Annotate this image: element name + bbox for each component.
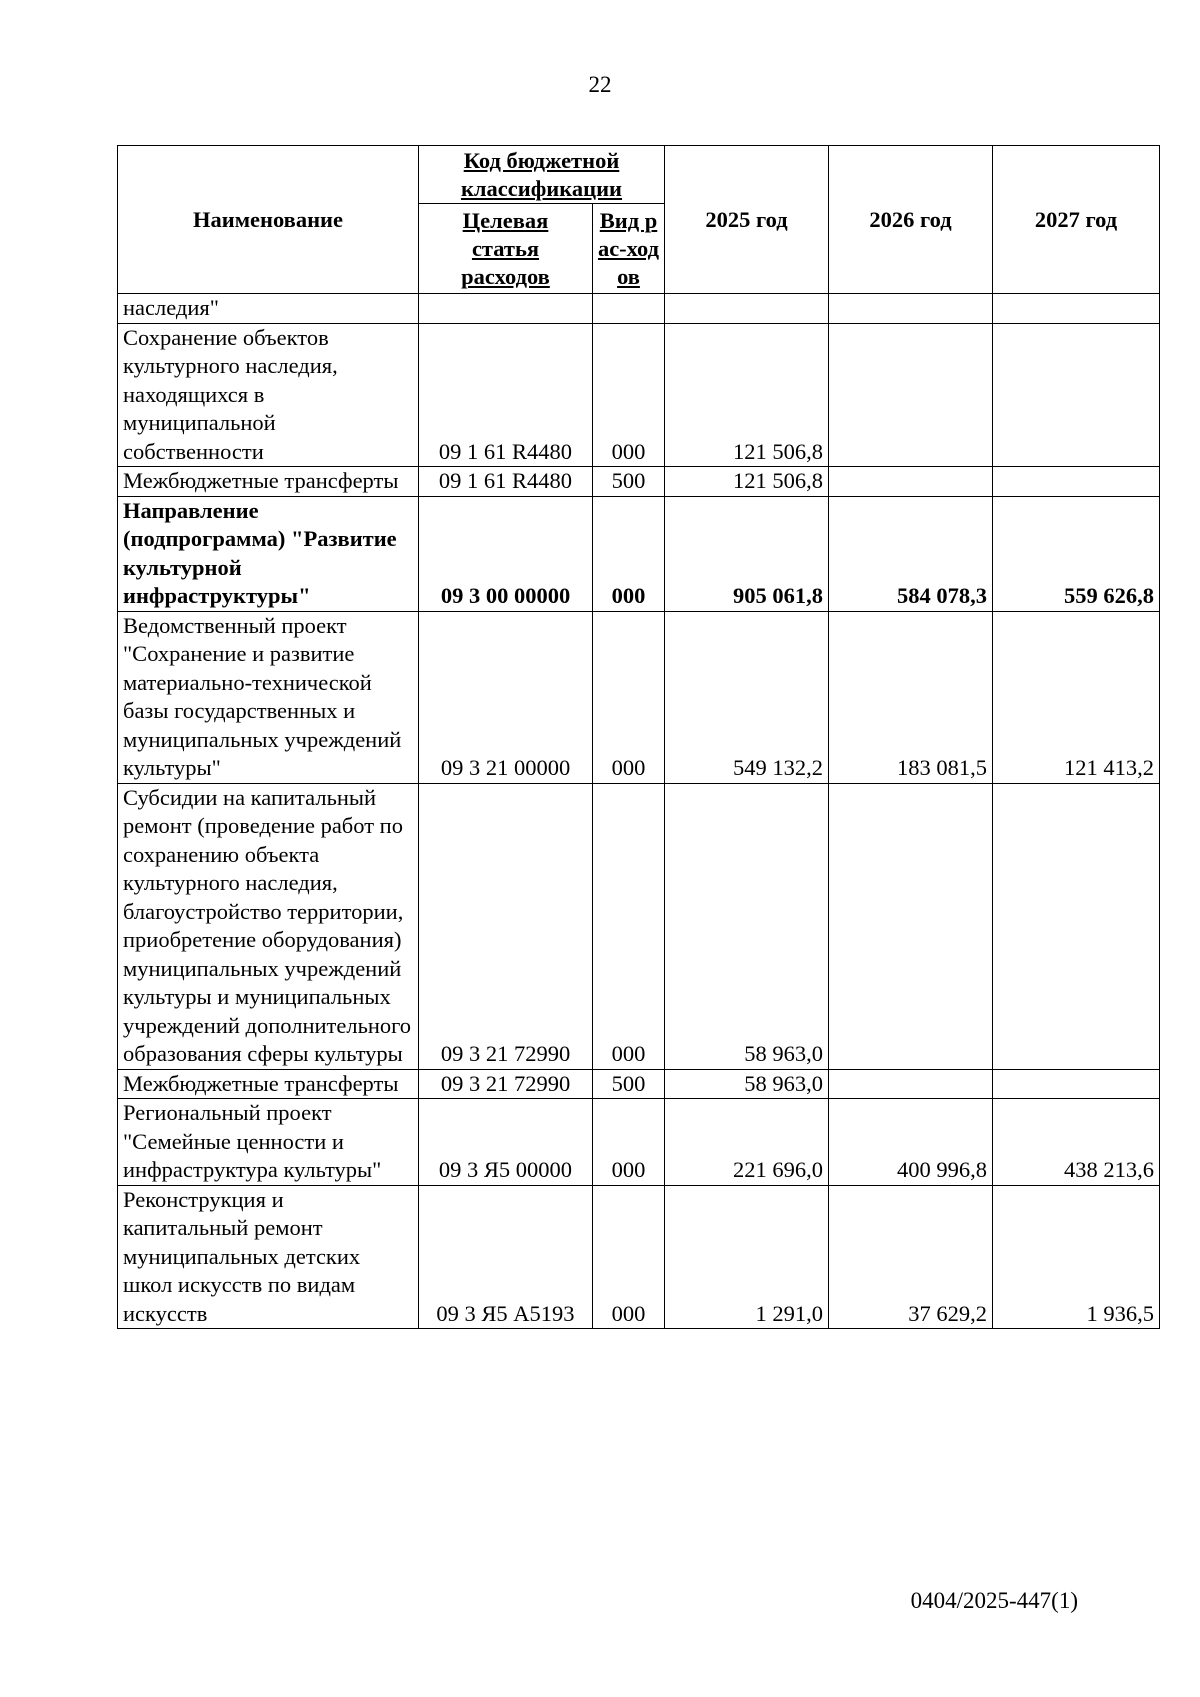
row-name: Субсидии на капитальный ремонт (проведение работ по сохранению объекта культурного наследия, благоустройство территории, приобретение оборудования) муниципальных учреждений культуры и муниципальных учреждений дополнительного образования сферы культуры — [118, 783, 419, 1069]
row-name: Межбюджетные трансферты — [118, 1069, 419, 1099]
table-row — [118, 294, 1160, 324]
table-row — [118, 783, 1160, 1069]
row-2027 — [993, 467, 1160, 497]
row-name: Региональный проект "Семейные ценности и инфраструктура культуры" — [118, 1099, 419, 1186]
row-2026: 400 996,8 — [829, 1099, 993, 1186]
table-row — [118, 467, 1160, 497]
row-2026: 37 629,2 — [829, 1185, 993, 1329]
row-2025 — [665, 294, 829, 324]
row-2026 — [829, 294, 993, 324]
header-name: Наименование — [118, 146, 419, 294]
row-name: Межбюджетные трансферты — [118, 467, 419, 497]
row-type: 000 — [593, 1099, 665, 1186]
row-2026 — [829, 1069, 993, 1099]
row-code: 09 3 00 00000 — [419, 496, 593, 611]
row-2026 — [829, 467, 993, 497]
row-code: 09 3 Я5 А5193 — [419, 1185, 593, 1329]
header-target-article: Целевая статья расходов — [419, 204, 593, 294]
row-code: 09 3 21 00000 — [419, 611, 593, 783]
row-2026 — [829, 323, 993, 467]
table-row — [118, 1185, 1160, 1329]
row-2027: 559 626,8 — [993, 496, 1160, 611]
row-type: 500 — [593, 467, 665, 497]
row-name: Направление (подпрограмма) "Развитие культурной инфраструктуры" — [118, 496, 419, 611]
row-2025: 58 963,0 — [665, 1069, 829, 1099]
row-name: Реконструкция и капитальный ремонт муниципальных детских школ искусств по видам искусств — [118, 1185, 419, 1329]
row-2027 — [993, 323, 1160, 467]
row-code: 09 3 21 72990 — [419, 783, 593, 1069]
row-2025: 549 132,2 — [665, 611, 829, 783]
row-2025: 905 061,8 — [665, 496, 829, 611]
table-row — [118, 496, 1160, 611]
row-2026: 183 081,5 — [829, 611, 993, 783]
row-name: Сохранение объектов культурного наследия, находящихся в муниципальной собственности — [118, 323, 419, 467]
page-number: 22 — [588, 72, 612, 97]
header-expense-type: Вид рас-ходов — [593, 204, 665, 294]
row-name: наследия" — [118, 294, 419, 324]
header-budget-code: Код бюджетной классификации — [419, 146, 665, 204]
row-type: 000 — [593, 611, 665, 783]
row-type — [593, 294, 665, 324]
row-2025: 121 506,8 — [665, 467, 829, 497]
table-row — [118, 611, 1160, 783]
row-name: Ведомственный проект "Сохранение и развитие материально-технической базы государственных и муниципальных учреждений культуры" — [118, 611, 419, 783]
budget-table — [117, 145, 1160, 1329]
table-row — [118, 323, 1160, 467]
row-2025: 1 291,0 — [665, 1185, 829, 1329]
row-type: 000 — [593, 783, 665, 1069]
row-2027 — [993, 783, 1160, 1069]
row-2026: 584 078,3 — [829, 496, 993, 611]
row-type: 000 — [593, 1185, 665, 1329]
table-row — [118, 1099, 1160, 1186]
header-year-2026: 2026 год — [829, 146, 993, 294]
row-type: 000 — [593, 496, 665, 611]
row-2027: 438 213,6 — [993, 1099, 1160, 1186]
row-code: 09 1 61 R4480 — [419, 323, 593, 467]
row-code: 09 3 Я5 00000 — [419, 1099, 593, 1186]
row-code: 09 3 21 72990 — [419, 1069, 593, 1099]
row-type: 000 — [593, 323, 665, 467]
header-year-2027: 2027 год — [993, 146, 1160, 294]
row-2025: 121 506,8 — [665, 323, 829, 467]
row-code — [419, 294, 593, 324]
document-id: 0404/2025-447(1) — [910, 1588, 1078, 1613]
row-2027: 121 413,2 — [993, 611, 1160, 783]
table-row — [118, 1069, 1160, 1099]
row-2027 — [993, 294, 1160, 324]
header-year-2025: 2025 год — [665, 146, 829, 294]
row-2025: 221 696,0 — [665, 1099, 829, 1186]
row-2027 — [993, 1069, 1160, 1099]
row-type: 500 — [593, 1069, 665, 1099]
row-2026 — [829, 783, 993, 1069]
row-2027: 1 936,5 — [993, 1185, 1160, 1329]
row-2025: 58 963,0 — [665, 783, 829, 1069]
row-code: 09 1 61 R4480 — [419, 467, 593, 497]
